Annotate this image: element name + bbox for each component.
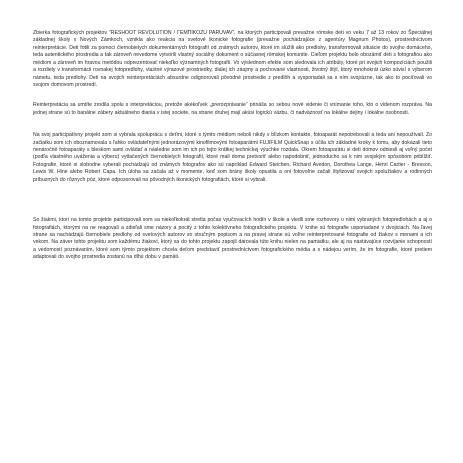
paragraph-participatory-project: Na svoj participatívny projekt som si vybrala spoluprácu s deťmi, ktoré s týmto médiom neboli nikdy v blízkom kontakte, fotoaparát nepotrebovali a teda ani nepoužívali. Zo začiatku som ich oboznamovala s ľahko ovládateľnými jednorázovými kinofilmovými fotoaparátmi FUJIFILM QuickSnap s účila ich základné kroky k tomu, aby dokázali tieto nenáročné fotoaparáty s bleskom sami ovládať a následne som im ich po tejto krátkej technickej výuchke rozdala. Okrem fotoaparátu si deti domov odniesli aj voľný počet (podľa vlastného uváženia a výberu) vytlačených čiernobielych fotografií, ktoré mali doma pretvoriť alebo napodobniť, jednoducho sa k nim svojským spôsobom priblížiť. Fotografie, ktoré si slobodne vyberali pochádzajú od známych fotografov ako sú napríklad Edward Steichen, Richard Avedon, Dorothea Lange, Henri Cartier - Bresson, Lewis W. Hine alebo Robert Capa. Ich úloha sa začala až v momente, keď som brány školy opustila a oni fotovoľne začali štylizovať svojich spolužiakov a rodinných príbuzných do rôznych póz, ktoré odpozorovali na pôvodných ikonických fotografiách, ktoré si vybrali. xyxy=(33,132,432,183)
paragraph-reinterpretation: Reinterpretácia sa umtíte zrodila spolu s interpretáciou, pretože akékoľvek „prerozprávanie“ prináša so sebou nové videnie či vnímanie toho, kto o videnom rozpráva. Na jednej strane sú to banálne zábery aktuálneho diania v istej societe, na strane druhej mají akúsi logickú väzbu, či nadväznosť na lokálne dejiny i lokálne osobnosti. xyxy=(33,102,432,116)
paragraph-intro: Zbierka fotografických projektov “RESHOOT REVOLUTION / ΓΕΜΠΙΚΟΖU PARUVAV”, na ktorých participovali prevažne rómske deti vo veku 7 až 13 rokov zo Špeciálnej základnej školy v Nových Zámkoch, vznikla ako reakcia na svetové ikonické fotografie (prevažne pochádzajúce z agentúry Magnum Photos), prostredníctvom reinterpretácie. Deti fotili za pomoci čiernobielych dokumentárnych fotografií od známych autorov, ktoré im slúžili ako predlohy, transformovali situácie do svojho domáceho, teda autentického prostredia a tak zároveň nevedome vytvorili vlastný sociálny dokument o súčasnej rómskej komunite. Cieľom projektu bolo obozámiť deti s fotografiou ako médiom a zároveň im hravou metódou odprezentovať niekoľko významných fotografií. Vo výslednom efekte som sledovala ich atribúty, ktoré pri svojich kompozíciách použili a rozdiely v transformácii rovnakej fotopredlohy, vlastné výrazové prostriedky, dialej ich záujmy a pochované vlastnosti, životný štýl, ktorý mnohokrát úzko súvisí s výberom námetu, teda predlohy. Deti na svojich reinterpretáciách absurdne odignorovali pôvodné prostredie z predlôh a vysporiadali sa s ním svojrázne, tak ako to pociťovali vo svojom domovom prostredí. xyxy=(33,30,432,88)
paragraph-conclusion: So žiakmi, ktorí na tomto projekte participovali som sa niekoľkokrát stretla počas vyučovacích hodín v škole a viedli sme rozhovory o nimi vybraných fotopredlohách a aj o fotografiách, ktorými na ne reagovali a zdieľali sme názory a pocity z tohto kolektívneho fotografického projektu. V knihe sú fotografie usporiadané v dvojiciach. Na ľavej strane sa nachádzajú čiernobiele predlohy od svetových autorov so stručným popisom a na pravej strane sú voľne reinterpretované fotografie od žiakov s menami a ich vekom. Na záver tohto projektu som každému žiakovi, ktorý sa do tohto projektu zapojil darovala túto knihu nielen na pamiatku, ale aj na nastávajúce rozvíjanie schopností a vedomostí poznávaním, ktoré som týmto projektom chcela deťom predstaviť prostredníctvom fotografického média a s nádejou verím, že im fotografie, ktoré pretiem adaptovali do svojho prostredia zostanú na dlhú dobu v pamäti. xyxy=(33,217,432,261)
